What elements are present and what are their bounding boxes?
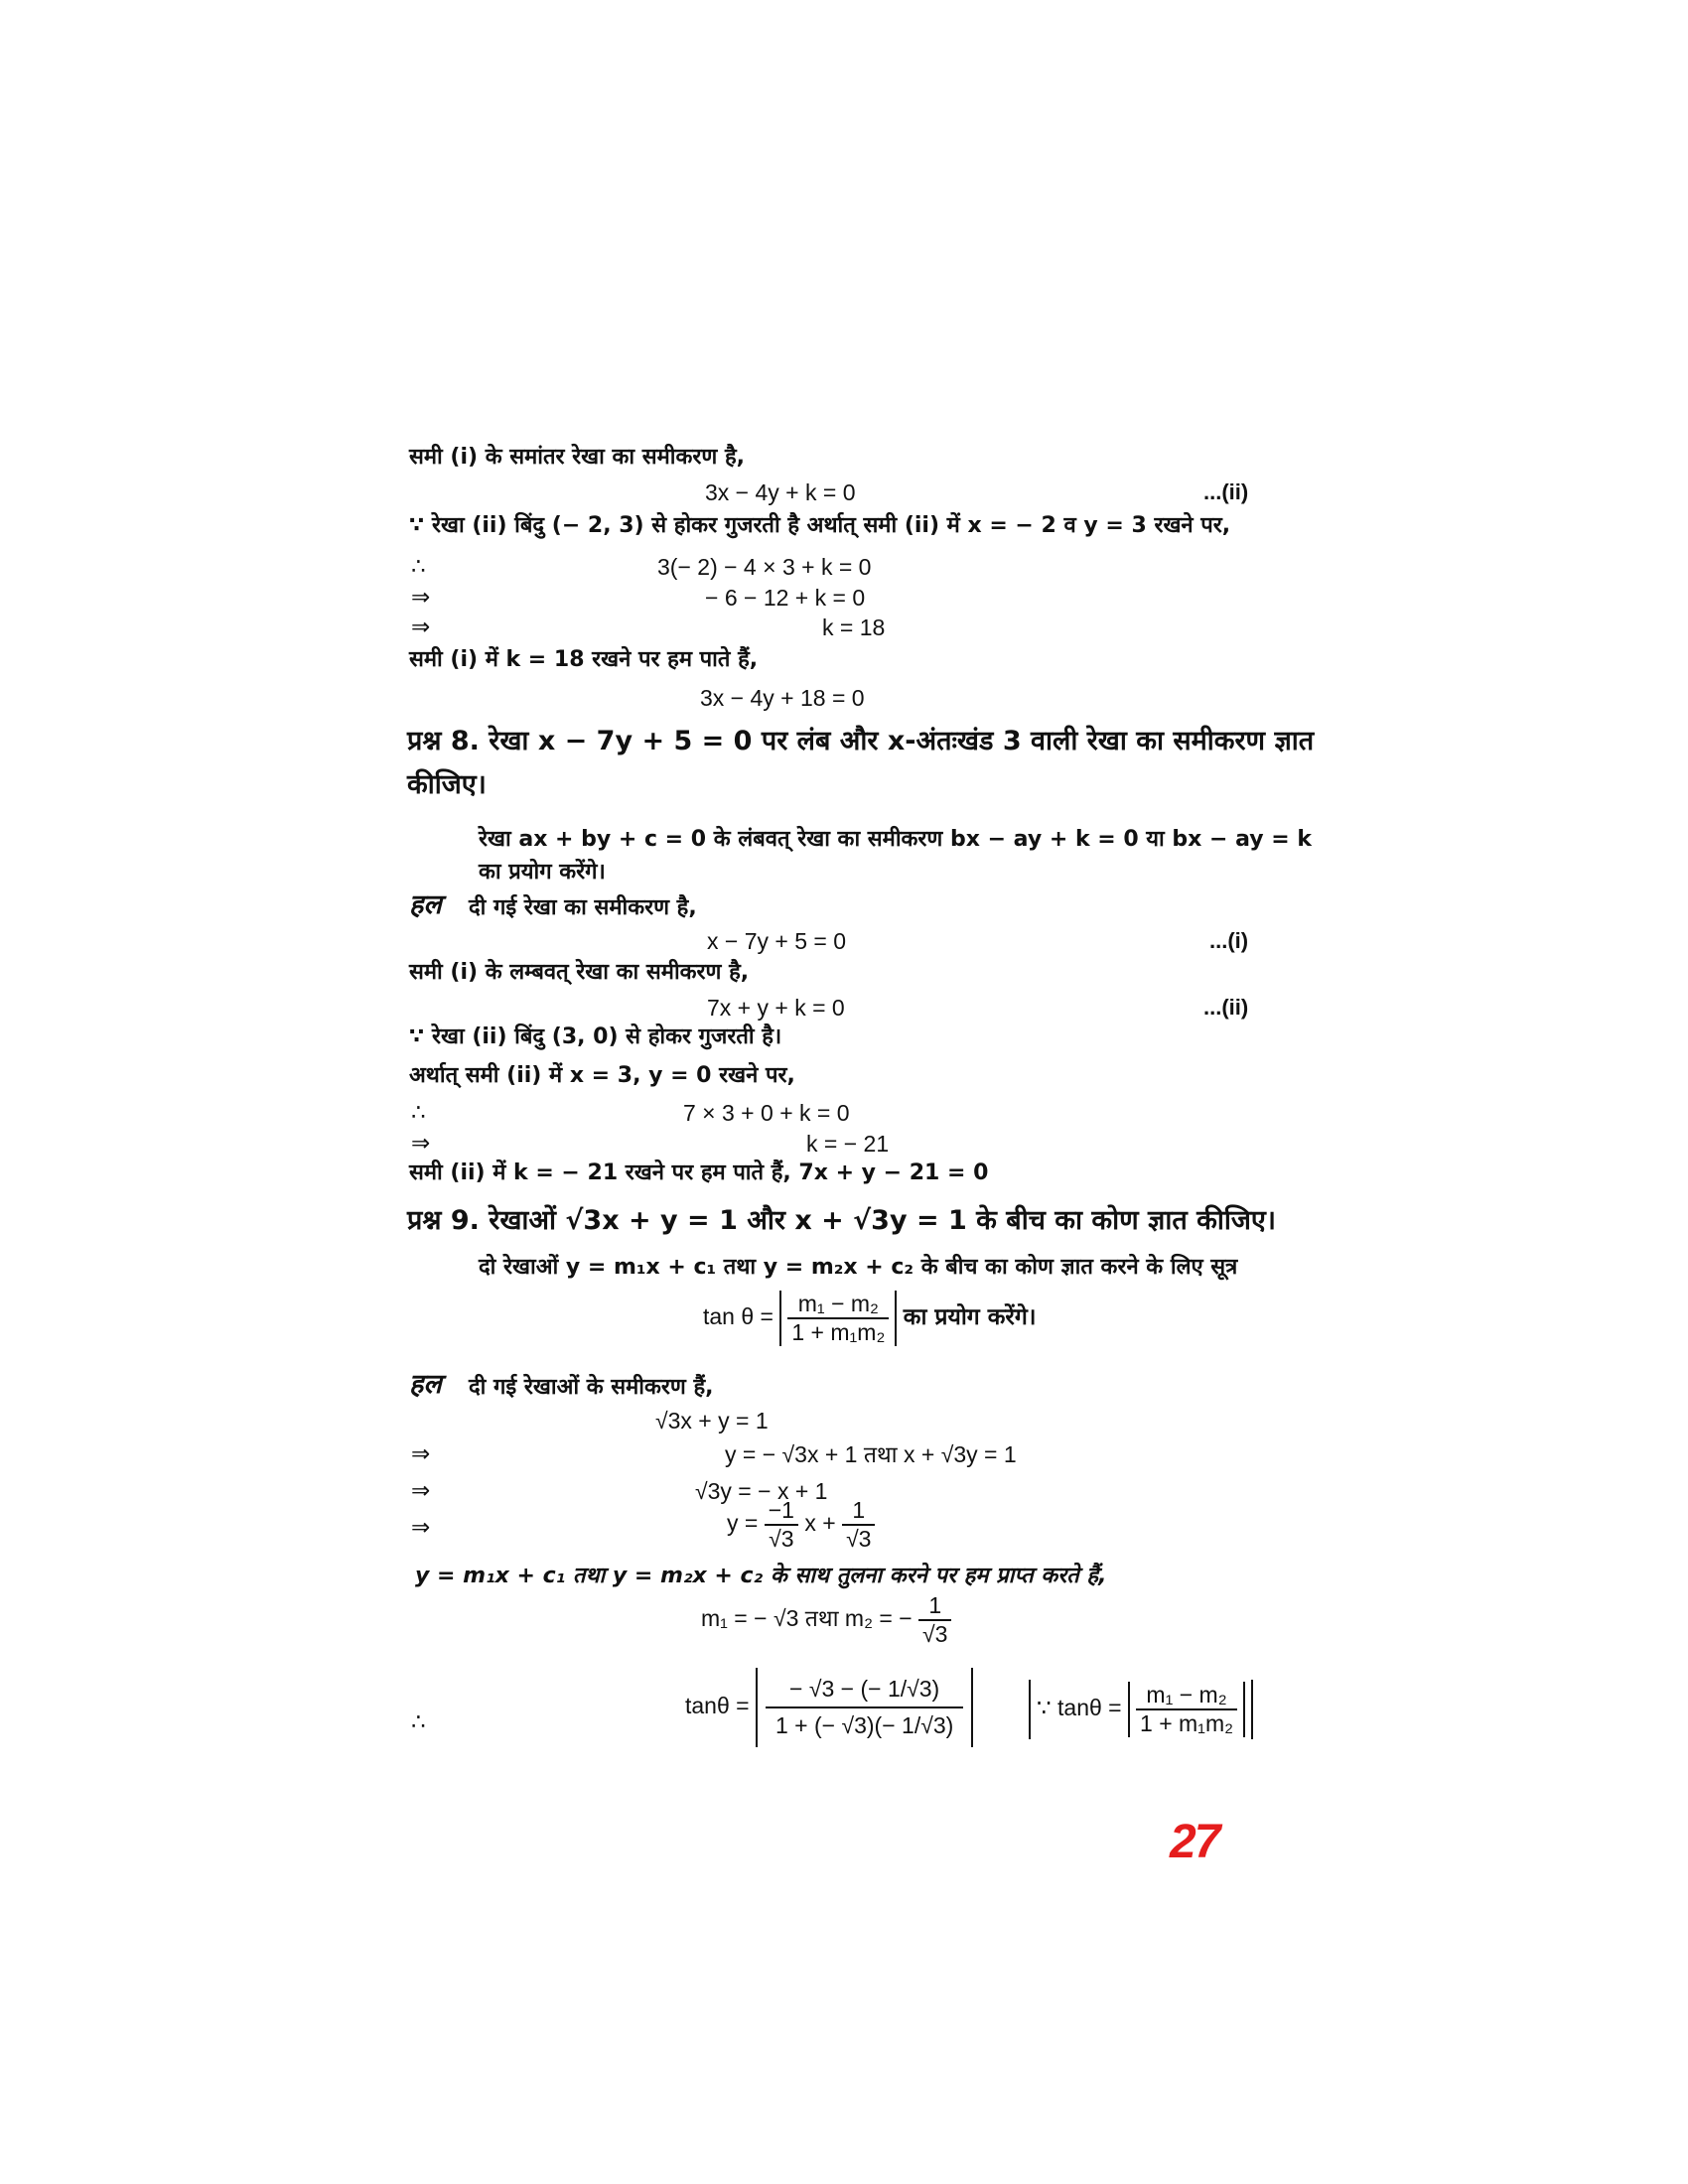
fraction-denominator: 1 + m₁m₂ <box>791 1319 886 1345</box>
fraction <box>765 1497 798 1553</box>
implies-symbol: ⇒ <box>411 585 431 611</box>
hint-note: दो रेखाओं y = m₁x + c₁ तथा y = m₂x + c₂ के बीच का कोण ज्ञात करने के लिए सूत्र <box>479 1255 1238 1280</box>
formula-reference-bracket <box>1029 1680 1253 1739</box>
absolute-value <box>1128 1682 1245 1737</box>
equation: k = − 21 <box>806 1131 890 1157</box>
fraction <box>766 1672 963 1743</box>
equation <box>685 1668 973 1747</box>
text-line: दी गई रेखा का समीकरण है, <box>469 895 697 920</box>
fraction-numerator: 1 <box>918 1592 951 1621</box>
equation: 3x − 4y + k = 0 <box>705 479 856 505</box>
equation: k = 18 <box>822 614 886 640</box>
formula-box <box>703 1291 1037 1346</box>
equation <box>701 1592 951 1648</box>
fraction-numerator: 1 <box>842 1497 875 1526</box>
eq-mid: x + <box>804 1510 836 1537</box>
fraction-numerator: − √3 − (− 1/√3) <box>766 1672 963 1708</box>
solution-label: हल <box>409 1369 442 1400</box>
fraction <box>842 1497 875 1553</box>
fraction-denominator: √3 <box>769 1526 794 1552</box>
text-line: समी (i) के लम्बवत् रेखा का समीकरण है, <box>409 960 750 985</box>
text-line: ∵ रेखा (ii) बिंदु (3, 0) से होकर गुजरती है। <box>409 1024 782 1049</box>
page-number: 27 <box>1170 1816 1219 1868</box>
equation: 3(− 2) − 4 × 3 + k = 0 <box>657 554 872 580</box>
formula-rhs: का प्रयोग करेंगे। <box>903 1304 1037 1331</box>
equation: x − 7y + 5 = 0 <box>707 928 847 954</box>
question-8-title-cont: कीजिए। <box>407 769 487 800</box>
equation-tag: ...(i) <box>1209 928 1249 953</box>
equation: − 6 − 12 + k = 0 <box>705 585 866 611</box>
text-line: अर्थात् समी (ii) में x = 3, y = 0 रखने पर, <box>409 1063 795 1088</box>
implies-symbol: ⇒ <box>411 614 431 640</box>
question-9-title: प्रश्न 9. रेखाओं √3x + y = 1 और x + √3y = 1 के बीच का कोण ज्ञात कीजिए। <box>407 1205 1277 1236</box>
equation: 7 × 3 + 0 + k = 0 <box>683 1100 850 1126</box>
solution-label: हल <box>409 889 442 920</box>
text-line: समी (i) के समांतर रेखा का समीकरण है, <box>409 445 746 470</box>
absolute-value <box>779 1291 897 1346</box>
fraction-denominator: √3 <box>846 1526 872 1552</box>
equation: √3y = − x + 1 <box>695 1478 828 1504</box>
fraction <box>918 1592 951 1648</box>
text-line: दी गई रेखाओं के समीकरण हैं, <box>469 1375 714 1400</box>
question-8-title: प्रश्न 8. रेखा x − 7y + 5 = 0 पर लंब और x-अंतःखंड 3 वाली रेखा का समीकरण ज्ञात <box>407 726 1315 756</box>
equation: y = − √3x + 1 तथा x + √3y = 1 <box>725 1441 1017 1467</box>
eq-lhs: m₁ = − √3 तथा m₂ = − <box>701 1605 913 1632</box>
equation: 3x − 4y + 18 = 0 <box>700 685 865 711</box>
fraction-denominator: 1 + (− √3)(− 1/√3) <box>774 1712 954 1738</box>
therefore-symbol: ∴ <box>411 1709 426 1735</box>
fraction <box>787 1291 889 1346</box>
fraction-denominator: √3 <box>922 1621 948 1647</box>
text-line: ∵ रेखा (ii) बिंदु (− 2, 3) से होकर गुजरती है अर्थात् समी (ii) में x = − 2 व y = 3 रखने पर, <box>409 513 1231 538</box>
fraction-denominator: 1 + m₁m₂ <box>1140 1710 1234 1736</box>
implies-symbol: ⇒ <box>411 1441 431 1467</box>
implies-symbol: ⇒ <box>411 1131 431 1157</box>
absolute-value <box>756 1668 973 1747</box>
equation: 7x + y + k = 0 <box>707 995 845 1021</box>
text-line: समी (i) में k = 18 रखने पर हम पाते हैं, <box>409 647 759 672</box>
text-line: y = m₁x + c₁ तथा y = m₂x + c₂ के साथ तुलना करने पर हम प्राप्त करते हैं, <box>415 1564 1107 1588</box>
formula-lhs: tan θ = <box>703 1303 774 1330</box>
fraction-numerator: m₁ − m₂ <box>787 1291 889 1319</box>
implies-symbol: ⇒ <box>411 1515 431 1541</box>
eq-lhs: tanθ = <box>685 1693 750 1719</box>
equation <box>727 1497 875 1553</box>
equation-tag: ...(ii) <box>1203 995 1249 1020</box>
eq-lhs: ∵ tanθ = <box>1037 1695 1122 1721</box>
text-line: समी (ii) में k = − 21 रखने पर हम पाते हैं, 7x + y − 21 = 0 <box>409 1160 989 1185</box>
therefore-symbol: ∴ <box>411 1100 426 1126</box>
equation: √3x + y = 1 <box>655 1408 769 1433</box>
hint-note: रेखा ax + by + c = 0 के लंबवत् रेखा का समीकरण bx − ay + k = 0 या bx − ay = k <box>479 827 1312 852</box>
equation-tag: ...(ii) <box>1203 479 1249 504</box>
fraction <box>1136 1682 1237 1737</box>
fraction-numerator: m₁ − m₂ <box>1136 1682 1237 1710</box>
eq-lhs: y = <box>727 1510 759 1537</box>
therefore-symbol: ∴ <box>411 554 426 580</box>
fraction-numerator: −1 <box>765 1497 798 1526</box>
hint-note-cont: का प्रयोग करेंगे। <box>479 860 606 885</box>
implies-symbol: ⇒ <box>411 1478 431 1504</box>
